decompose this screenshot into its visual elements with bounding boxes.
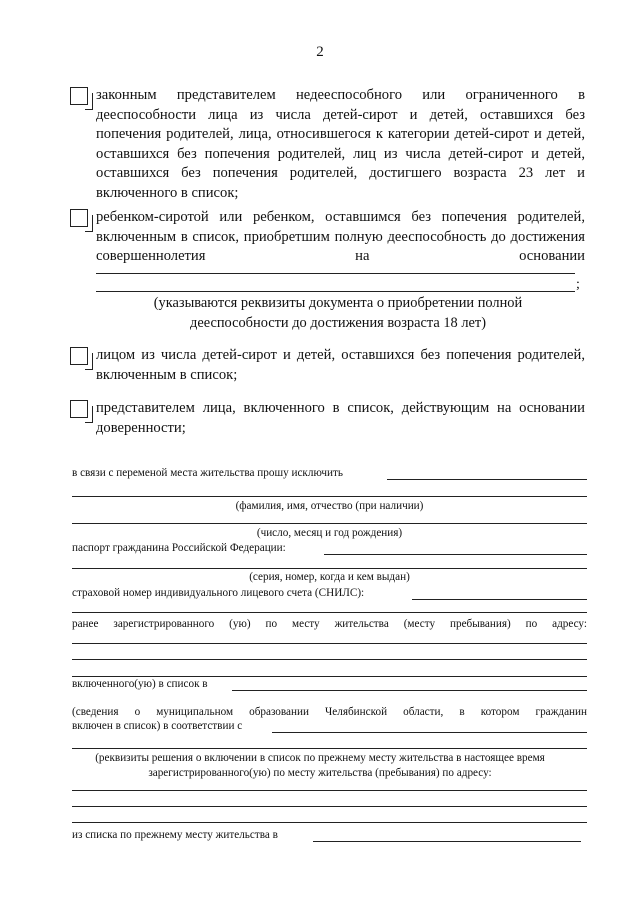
- fio-caption: (фамилия, имя, отчество (при наличии): [235, 500, 424, 512]
- snils-label: страховой номер индивидуального лицевого счета (СНИЛС):: [72, 587, 365, 599]
- decision-line-2[interactable]: [72, 806, 587, 807]
- exclude-label: из списка по прежнему месту жительства в: [72, 829, 278, 841]
- passport-label: паспорт гражданина Российской Федерации:: [72, 542, 286, 554]
- decision-line-1[interactable]: [72, 790, 587, 791]
- address-line-2[interactable]: [72, 659, 587, 660]
- passport-caption: (серия, номер, когда и кем выдан): [249, 571, 410, 583]
- accordance-line-2[interactable]: [72, 748, 587, 749]
- option-2-checkbox[interactable]: [70, 209, 88, 227]
- municipality-caption-1: (сведения о муниципальном образовании Челябинской области, в котором гражданин: [72, 706, 587, 718]
- passport-field[interactable]: [324, 554, 587, 555]
- decision-caption: (реквизиты решения о включении в список по прежнему месту жительства в настоящее время зарегистрированного(ую) по месту жительства (пребывания) по адресу:: [95, 752, 545, 779]
- included-label: включенного(ую) в список в: [72, 678, 208, 690]
- option-2-text: ребенком-сиротой или ребенком, оставшимся без попечения родителей, включенным в список, приобретшим полную дееспособность до достижения совершеннолетия на основании: [96, 209, 585, 265]
- option-3-text: лицом из числа детей-сирот и детей, оставшихся без попечения родителей, включенным в список;: [96, 347, 585, 383]
- request-label: в связи с переменой места жительства прошу исключить: [72, 467, 343, 479]
- dob-caption: (число, месяц и год рождения): [256, 527, 403, 539]
- dob-line[interactable]: [72, 523, 587, 524]
- page-number: 2: [316, 44, 324, 60]
- exclude-field[interactable]: [313, 841, 581, 842]
- option-1-text: законным представителем недееспособного или ограниченного в дееспособности лица из числа детей-сирот и детей, оставшихся без попечения родителей, лица, относившегося к категории детей-сирот и детей, оставшихся без попечения родителей, лиц из числа детей-сирот и детей, оставшихся без попечения родителей, достигшего возраста 23 лет и включенного в список;: [96, 87, 585, 201]
- option-3-checkbox[interactable]: [70, 347, 88, 365]
- snils-field[interactable]: [412, 599, 587, 600]
- fio-line[interactable]: [72, 496, 587, 497]
- option-1-checkbox[interactable]: [70, 87, 88, 105]
- option-2-blank-line-2[interactable]: [96, 291, 575, 292]
- option-2-blank-line-1[interactable]: [96, 273, 575, 274]
- snils-line-2[interactable]: [72, 612, 587, 613]
- option-2-caption: (указываются реквизиты документа о приобретении полной дееспособности до достижения возраста 18 лет): [153, 295, 523, 331]
- option-4-text: представителем лица, включенного в список, действующим на основании доверенности;: [96, 400, 585, 436]
- passport-line-2[interactable]: [72, 568, 587, 569]
- registered-label: ранее зарегистрированного (ую) по месту жительства (месту пребывания) по адресу:: [72, 618, 587, 630]
- decision-line-3[interactable]: [72, 822, 587, 823]
- option-4-checkbox[interactable]: [70, 400, 88, 418]
- request-name-field[interactable]: [387, 479, 587, 480]
- address-line-1[interactable]: [72, 643, 587, 644]
- option-2-semicolon: ;: [576, 277, 580, 292]
- included-field[interactable]: [232, 690, 587, 691]
- accordance-field[interactable]: [272, 732, 587, 733]
- municipality-caption-2: включен в список) в соответствии с: [72, 720, 243, 732]
